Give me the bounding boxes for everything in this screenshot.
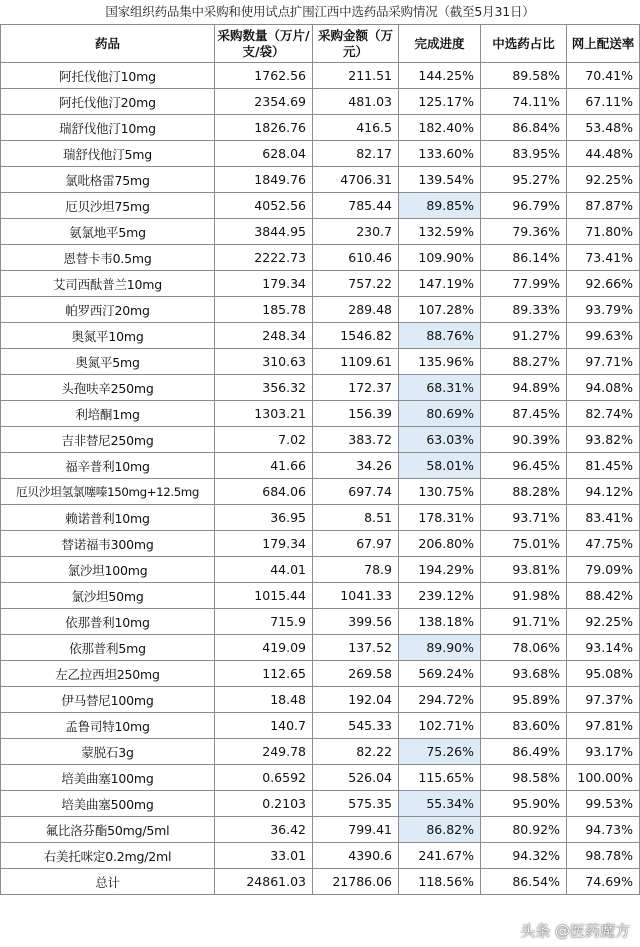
header-delivery: 网上配送率 [567, 25, 640, 63]
cell-amount: 383.72 [313, 427, 399, 453]
table-row [1, 375, 640, 401]
cell-quantity: 628.04 [215, 141, 313, 167]
cell-quantity: 179.34 [215, 531, 313, 557]
cell-delivery: 67.11% [567, 89, 640, 115]
cell-share: 80.92% [481, 817, 567, 843]
cell-share: 95.27% [481, 167, 567, 193]
cell-quantity: 33.01 [215, 843, 313, 869]
header-share: 中选药占比 [481, 25, 567, 63]
table-row [1, 89, 640, 115]
cell-delivery: 47.75% [567, 531, 640, 557]
table-row [1, 141, 640, 167]
cell-amount: 799.41 [313, 817, 399, 843]
cell-progress: 194.29% [399, 557, 481, 583]
cell-share: 75.01% [481, 531, 567, 557]
cell-quantity: 179.34 [215, 271, 313, 297]
cell-share: 91.98% [481, 583, 567, 609]
cell-delivery: 93.17% [567, 739, 640, 765]
cell-delivery: 92.25% [567, 609, 640, 635]
cell-quantity: 4052.56 [215, 193, 313, 219]
table-row [1, 245, 640, 271]
cell-amount: 481.03 [313, 89, 399, 115]
cell-delivery: 97.37% [567, 687, 640, 713]
cell-amount: 34.26 [313, 453, 399, 479]
cell-progress: 107.28% [399, 297, 481, 323]
cell-quantity: 36.42 [215, 817, 313, 843]
cell-quantity: 0.2103 [215, 791, 313, 817]
cell-drug: 右美托咪定0.2mg/2ml [1, 843, 215, 869]
cell-quantity: 3844.95 [215, 219, 313, 245]
cell-drug: 阿托伐他汀20mg [1, 89, 215, 115]
cell-amount: 269.58 [313, 661, 399, 687]
cell-share: 89.33% [481, 297, 567, 323]
total-cell-amount: 21786.06 [313, 869, 399, 895]
cell-quantity: 1762.56 [215, 63, 313, 89]
cell-drug: 艾司西酞普兰10mg [1, 271, 215, 297]
cell-amount: 289.48 [313, 297, 399, 323]
cell-amount: 8.51 [313, 505, 399, 531]
table-row [1, 765, 640, 791]
cell-share: 74.11% [481, 89, 567, 115]
cell-progress: 130.75% [399, 479, 481, 505]
table-row [1, 219, 640, 245]
table-row [1, 349, 640, 375]
cell-drug: 左乙拉西坦250mg [1, 661, 215, 687]
cell-progress: 86.82% [399, 817, 481, 843]
table-row [1, 635, 640, 661]
cell-progress: 133.60% [399, 141, 481, 167]
cell-quantity: 248.34 [215, 323, 313, 349]
table-row [1, 167, 640, 193]
cell-quantity: 2354.69 [215, 89, 313, 115]
cell-progress: 58.01% [399, 453, 481, 479]
cell-drug: 厄贝沙坦氢氯噻嗪150mg+12.5mg [1, 479, 215, 505]
cell-amount: 156.39 [313, 401, 399, 427]
table-row [1, 115, 640, 141]
cell-amount: 1041.33 [313, 583, 399, 609]
cell-drug: 瑞舒伐他汀10mg [1, 115, 215, 141]
cell-progress: 115.65% [399, 765, 481, 791]
table-row [1, 557, 640, 583]
header-drug: 药品 [1, 25, 215, 63]
cell-quantity: 0.6592 [215, 765, 313, 791]
cell-delivery: 82.74% [567, 401, 640, 427]
cell-share: 83.95% [481, 141, 567, 167]
cell-drug: 赖诺普利10mg [1, 505, 215, 531]
cell-amount: 67.97 [313, 531, 399, 557]
table-title: 国家组织药品集中采购和使用试点扩围江西中选药品采购情况（截至5月31日） [105, 4, 535, 19]
table-body [1, 63, 640, 895]
cell-amount: 82.22 [313, 739, 399, 765]
cell-quantity: 1849.76 [215, 167, 313, 193]
cell-drug: 孟鲁司特10mg [1, 713, 215, 739]
cell-quantity: 249.78 [215, 739, 313, 765]
cell-share: 86.84% [481, 115, 567, 141]
cell-drug: 伊马替尼100mg [1, 687, 215, 713]
cell-drug: 奥氮平5mg [1, 349, 215, 375]
cell-progress: 88.76% [399, 323, 481, 349]
table-row [1, 531, 640, 557]
cell-progress: 144.25% [399, 63, 481, 89]
cell-drug: 替诺福韦300mg [1, 531, 215, 557]
cell-share: 95.89% [481, 687, 567, 713]
table-row [1, 401, 640, 427]
cell-delivery: 99.53% [567, 791, 640, 817]
cell-progress: 102.71% [399, 713, 481, 739]
cell-delivery: 71.80% [567, 219, 640, 245]
cell-share: 78.06% [481, 635, 567, 661]
cell-drug: 福辛普利10mg [1, 453, 215, 479]
cell-share: 98.58% [481, 765, 567, 791]
cell-progress: 206.80% [399, 531, 481, 557]
cell-drug: 吉非替尼250mg [1, 427, 215, 453]
cell-progress: 89.90% [399, 635, 481, 661]
cell-share: 96.45% [481, 453, 567, 479]
cell-amount: 416.5 [313, 115, 399, 141]
cell-progress: 241.67% [399, 843, 481, 869]
cell-delivery: 70.41% [567, 63, 640, 89]
header-quantity: 采购数量（万片/支/袋） [215, 25, 313, 63]
cell-share: 90.39% [481, 427, 567, 453]
cell-quantity: 1015.44 [215, 583, 313, 609]
table-row [1, 427, 640, 453]
cell-quantity: 112.65 [215, 661, 313, 687]
cell-amount: 230.7 [313, 219, 399, 245]
table-row [1, 271, 640, 297]
cell-quantity: 1303.21 [215, 401, 313, 427]
cell-amount: 192.04 [313, 687, 399, 713]
cell-progress: 178.31% [399, 505, 481, 531]
table-row [1, 453, 640, 479]
cell-delivery: 95.08% [567, 661, 640, 687]
cell-progress: 132.59% [399, 219, 481, 245]
cell-share: 89.58% [481, 63, 567, 89]
cell-drug: 恩替卡韦0.5mg [1, 245, 215, 271]
cell-amount: 4390.6 [313, 843, 399, 869]
cell-drug: 头孢呋辛250mg [1, 375, 215, 401]
cell-quantity: 36.95 [215, 505, 313, 531]
cell-drug: 氯沙坦100mg [1, 557, 215, 583]
cell-delivery: 92.66% [567, 271, 640, 297]
total-row [1, 869, 640, 895]
total-cell-progress: 118.56% [399, 869, 481, 895]
cell-drug: 瑞舒伐他汀5mg [1, 141, 215, 167]
header-row [1, 25, 640, 63]
cell-progress: 68.31% [399, 375, 481, 401]
cell-quantity: 41.66 [215, 453, 313, 479]
cell-delivery: 79.09% [567, 557, 640, 583]
cell-drug: 依那普利10mg [1, 609, 215, 635]
cell-drug: 依那普利5mg [1, 635, 215, 661]
table-row [1, 843, 640, 869]
cell-drug: 帕罗西汀20mg [1, 297, 215, 323]
cell-delivery: 93.14% [567, 635, 640, 661]
cell-delivery: 81.45% [567, 453, 640, 479]
cell-delivery: 100.00% [567, 765, 640, 791]
cell-quantity: 715.9 [215, 609, 313, 635]
table-row [1, 609, 640, 635]
cell-delivery: 99.63% [567, 323, 640, 349]
cell-progress: 147.19% [399, 271, 481, 297]
total-cell-quantity: 24861.03 [215, 869, 313, 895]
table-row [1, 505, 640, 531]
cell-progress: 135.96% [399, 349, 481, 375]
cell-progress: 63.03% [399, 427, 481, 453]
cell-share: 87.45% [481, 401, 567, 427]
cell-drug: 氯沙坦50mg [1, 583, 215, 609]
cell-share: 86.14% [481, 245, 567, 271]
cell-progress: 239.12% [399, 583, 481, 609]
cell-progress: 75.26% [399, 739, 481, 765]
cell-delivery: 97.71% [567, 349, 640, 375]
cell-drug: 氨氯地平5mg [1, 219, 215, 245]
cell-amount: 545.33 [313, 713, 399, 739]
cell-delivery: 94.08% [567, 375, 640, 401]
cell-share: 94.89% [481, 375, 567, 401]
total-cell-delivery: 74.69% [567, 869, 640, 895]
header-progress: 完成进度 [399, 25, 481, 63]
cell-share: 88.27% [481, 349, 567, 375]
cell-delivery: 98.78% [567, 843, 640, 869]
cell-drug: 奥氮平10mg [1, 323, 215, 349]
cell-amount: 1546.82 [313, 323, 399, 349]
table-row [1, 817, 640, 843]
cell-delivery: 53.48% [567, 115, 640, 141]
cell-delivery: 93.82% [567, 427, 640, 453]
cell-amount: 697.74 [313, 479, 399, 505]
cell-quantity: 684.06 [215, 479, 313, 505]
total-cell-drug: 总计 [1, 869, 215, 895]
table-row [1, 479, 640, 505]
procurement-table [0, 24, 640, 895]
table-row [1, 63, 640, 89]
cell-share: 91.71% [481, 609, 567, 635]
cell-delivery: 73.41% [567, 245, 640, 271]
table-row [1, 297, 640, 323]
cell-share: 79.36% [481, 219, 567, 245]
cell-amount: 399.56 [313, 609, 399, 635]
cell-delivery: 97.81% [567, 713, 640, 739]
cell-drug: 厄贝沙坦75mg [1, 193, 215, 219]
cell-progress: 139.54% [399, 167, 481, 193]
cell-drug: 培美曲塞100mg [1, 765, 215, 791]
cell-drug: 阿托伐他汀10mg [1, 63, 215, 89]
cell-drug: 氟比洛芬酯50mg/5ml [1, 817, 215, 843]
cell-delivery: 93.79% [567, 297, 640, 323]
cell-share: 88.28% [481, 479, 567, 505]
cell-amount: 526.04 [313, 765, 399, 791]
cell-amount: 785.44 [313, 193, 399, 219]
cell-delivery: 94.73% [567, 817, 640, 843]
cell-quantity: 310.63 [215, 349, 313, 375]
cell-delivery: 87.87% [567, 193, 640, 219]
cell-quantity: 140.7 [215, 713, 313, 739]
cell-quantity: 18.48 [215, 687, 313, 713]
cell-progress: 182.40% [399, 115, 481, 141]
table-row [1, 323, 640, 349]
cell-delivery: 83.41% [567, 505, 640, 531]
cell-amount: 575.35 [313, 791, 399, 817]
table-row [1, 193, 640, 219]
cell-quantity: 44.01 [215, 557, 313, 583]
header-amount: 采购金额（万元） [313, 25, 399, 63]
cell-share: 77.99% [481, 271, 567, 297]
cell-delivery: 44.48% [567, 141, 640, 167]
table-row [1, 687, 640, 713]
cell-quantity: 7.02 [215, 427, 313, 453]
cell-delivery: 88.42% [567, 583, 640, 609]
cell-share: 96.79% [481, 193, 567, 219]
table-row [1, 583, 640, 609]
cell-share: 93.68% [481, 661, 567, 687]
cell-share: 94.32% [481, 843, 567, 869]
cell-share: 91.27% [481, 323, 567, 349]
cell-drug: 利培酮1mg [1, 401, 215, 427]
cell-amount: 1109.61 [313, 349, 399, 375]
cell-share: 86.49% [481, 739, 567, 765]
cell-amount: 172.37 [313, 375, 399, 401]
cell-amount: 82.17 [313, 141, 399, 167]
cell-drug: 氯吡格雷75mg [1, 167, 215, 193]
cell-amount: 137.52 [313, 635, 399, 661]
cell-progress: 80.69% [399, 401, 481, 427]
table-row [1, 739, 640, 765]
cell-quantity: 2222.73 [215, 245, 313, 271]
cell-quantity: 419.09 [215, 635, 313, 661]
cell-delivery: 92.25% [567, 167, 640, 193]
cell-drug: 蒙脱石3g [1, 739, 215, 765]
cell-delivery: 94.12% [567, 479, 640, 505]
cell-progress: 569.24% [399, 661, 481, 687]
cell-share: 93.71% [481, 505, 567, 531]
cell-amount: 78.9 [313, 557, 399, 583]
cell-progress: 109.90% [399, 245, 481, 271]
cell-quantity: 356.32 [215, 375, 313, 401]
cell-share: 95.90% [481, 791, 567, 817]
cell-quantity: 185.78 [215, 297, 313, 323]
cell-amount: 211.51 [313, 63, 399, 89]
cell-progress: 89.85% [399, 193, 481, 219]
cell-progress: 125.17% [399, 89, 481, 115]
cell-progress: 55.34% [399, 791, 481, 817]
watermark: 头条 @医药魔方 [520, 922, 630, 940]
cell-quantity: 1826.76 [215, 115, 313, 141]
total-cell-share: 86.54% [481, 869, 567, 895]
cell-share: 83.60% [481, 713, 567, 739]
cell-drug: 培美曲塞500mg [1, 791, 215, 817]
cell-progress: 294.72% [399, 687, 481, 713]
table-row [1, 791, 640, 817]
table-row [1, 713, 640, 739]
cell-amount: 4706.31 [313, 167, 399, 193]
cell-amount: 610.46 [313, 245, 399, 271]
cell-share: 93.81% [481, 557, 567, 583]
table-row [1, 661, 640, 687]
cell-progress: 138.18% [399, 609, 481, 635]
cell-amount: 757.22 [313, 271, 399, 297]
